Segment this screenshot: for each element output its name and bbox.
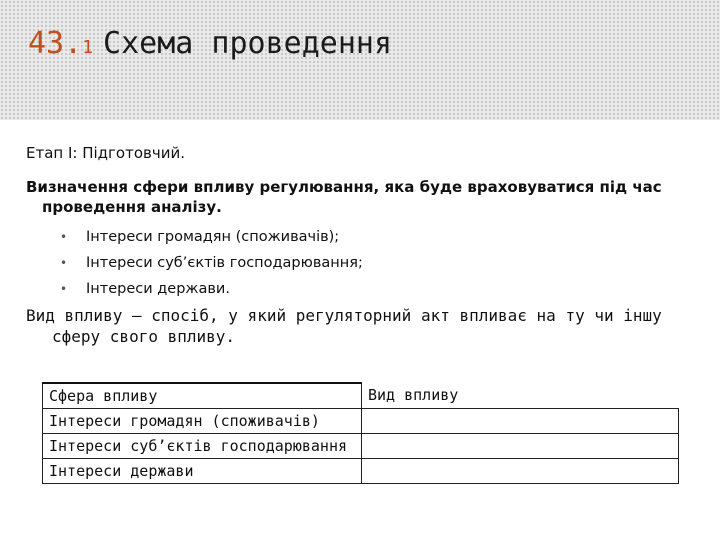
table-cell bbox=[362, 409, 679, 434]
slide-title bbox=[28, 24, 392, 68]
bullet-item bbox=[60, 253, 696, 273]
bullet-icon: • bbox=[60, 256, 68, 270]
title-text: Схема проведення bbox=[103, 26, 393, 61]
table-row bbox=[43, 434, 679, 459]
table-row bbox=[43, 459, 679, 484]
title-number: 43. bbox=[28, 26, 83, 61]
influence-definition: Вид впливу – спосіб, у який регуляторний акт впливає на ту чи іншу сферу свого впливу. bbox=[26, 306, 662, 346]
scope-definition: Визначення сфери впливу регулювання, яка буде враховуватися під час проведення аналізу. bbox=[26, 178, 662, 216]
table-header-row bbox=[43, 383, 679, 409]
bullet-text: Інтереси держави. bbox=[86, 281, 230, 297]
stage-label: Етап І: Підготовчий. bbox=[26, 144, 185, 162]
table-cell: Інтереси держави bbox=[43, 459, 362, 484]
table-row bbox=[43, 409, 679, 434]
bullet-list bbox=[26, 227, 696, 299]
slide-content bbox=[26, 143, 696, 347]
table-cell: Інтереси суб’єктів господарювання bbox=[43, 434, 362, 459]
table-cell bbox=[362, 434, 679, 459]
title-subnumber: 1 bbox=[82, 37, 94, 58]
bullet-icon: • bbox=[60, 230, 68, 244]
bullet-icon: • bbox=[60, 282, 68, 296]
table-header-cell: Вид впливу bbox=[362, 383, 679, 409]
table-header-cell: Сфера впливу bbox=[43, 383, 362, 409]
bullet-item bbox=[60, 227, 696, 247]
bullet-item bbox=[60, 279, 696, 299]
table-cell: Інтереси громадян (споживачів) bbox=[43, 409, 362, 434]
bullet-text: Інтереси суб’єктів господарювання; bbox=[86, 255, 363, 271]
table-cell bbox=[362, 459, 679, 484]
influence-table bbox=[42, 382, 679, 484]
bullet-text: Інтереси громадян (споживачів); bbox=[86, 229, 340, 245]
